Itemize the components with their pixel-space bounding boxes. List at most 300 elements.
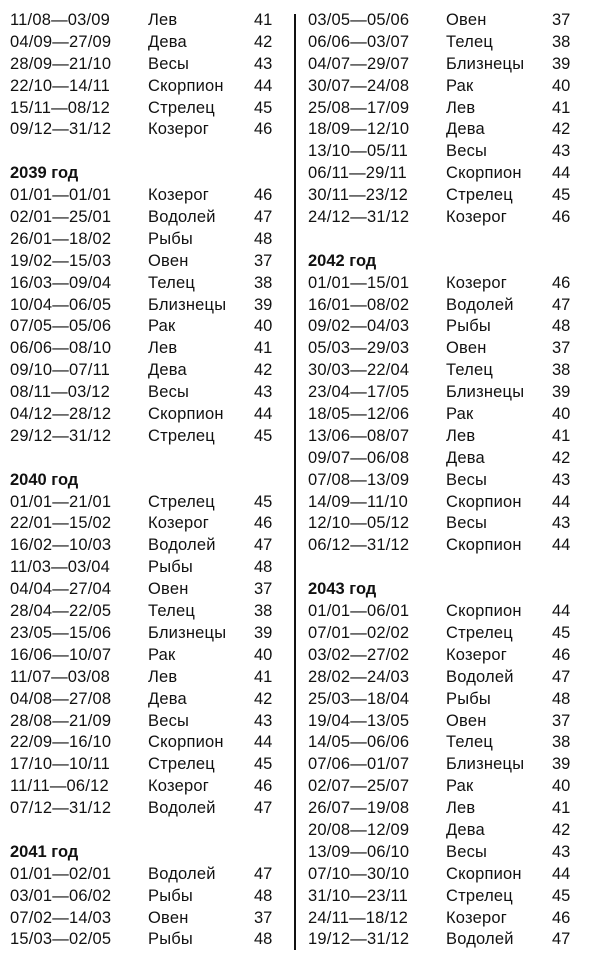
- table-row: [308, 667, 580, 689]
- date-range: 06/11—29/11: [308, 164, 407, 183]
- date-range: 28/08—21/09: [10, 711, 112, 730]
- date-range: 04/12—28/12: [10, 405, 112, 424]
- date-range: 04/08—27/08: [10, 689, 112, 708]
- date-range: 07/10—30/10: [308, 864, 410, 883]
- table-row: [308, 732, 580, 754]
- table-row: [308, 295, 580, 317]
- date-range: 17/10—10/11: [10, 755, 111, 774]
- sign-number: 48: [254, 229, 273, 248]
- sign-number: 38: [254, 602, 273, 621]
- zodiac-sign: Лев: [446, 426, 476, 445]
- table-row: [10, 798, 282, 820]
- zodiac-sign: Весы: [446, 470, 488, 489]
- date-range: 06/06—03/07: [308, 32, 410, 51]
- zodiac-sign: Стрелец: [446, 186, 513, 205]
- table-row: [10, 229, 282, 251]
- table-row: [10, 513, 282, 535]
- sign-number: 46: [254, 514, 273, 533]
- zodiac-sign: Козерог: [148, 120, 209, 139]
- zodiac-sign: Козерог: [148, 186, 209, 205]
- sign-number: 37: [552, 711, 571, 730]
- sign-number: 41: [254, 339, 273, 358]
- zodiac-sign: Телец: [148, 273, 196, 292]
- zodiac-sign: Скорпион: [446, 536, 522, 555]
- table-row: [10, 316, 282, 338]
- table-row: [308, 338, 580, 360]
- table-row: [10, 76, 282, 98]
- zodiac-sign: Рыбы: [446, 689, 491, 708]
- sign-number: 47: [254, 799, 273, 818]
- date-range: 11/07—03/08: [10, 667, 111, 686]
- table-row: [308, 711, 580, 733]
- zodiac-sign: Дева: [148, 32, 187, 51]
- date-range: 14/05—06/06: [308, 733, 410, 752]
- zodiac-sign: Водолей: [148, 208, 216, 227]
- zodiac-sign: Овен: [148, 251, 189, 270]
- table-row: [10, 929, 282, 951]
- zodiac-sign: Водолей: [148, 799, 216, 818]
- table-row: [308, 864, 580, 886]
- sign-number: 47: [552, 295, 571, 314]
- date-range: 19/12—31/12: [308, 930, 410, 949]
- table-row: [10, 601, 282, 623]
- zodiac-sign: Дева: [446, 120, 485, 139]
- table-row: [10, 10, 282, 32]
- date-range: 07/08—13/09: [308, 470, 410, 489]
- zodiac-sign: Стрелец: [148, 755, 215, 774]
- sign-number: 45: [552, 186, 571, 205]
- zodiac-sign: Овен: [148, 908, 189, 927]
- date-range: 11/08—03/09: [10, 11, 111, 29]
- zodiac-sign: Рак: [446, 405, 474, 424]
- table-row: [308, 360, 580, 382]
- date-range: 07/12—31/12: [10, 799, 112, 818]
- sign-number: 40: [552, 777, 571, 796]
- date-range: 15/03—02/05: [10, 930, 112, 949]
- date-range: 09/07—06/08: [308, 448, 410, 467]
- sign-number: 46: [552, 908, 571, 927]
- date-range: 01/01—21/01: [10, 492, 112, 511]
- zodiac-sign: Дева: [446, 448, 485, 467]
- sign-number: 45: [254, 426, 273, 445]
- zodiac-sign: Рак: [148, 317, 176, 336]
- date-range: 24/12—31/12: [308, 208, 410, 227]
- sign-number: 42: [552, 448, 571, 467]
- table-row: [308, 185, 580, 207]
- zodiac-sign: Козерог: [148, 777, 209, 796]
- table-row: [308, 513, 580, 535]
- zodiac-sign: Водолей: [446, 295, 514, 314]
- table-row: [10, 623, 282, 645]
- table-row: [10, 886, 282, 908]
- date-range: 15/11—08/12: [10, 98, 111, 117]
- sign-number: 44: [552, 164, 571, 183]
- table-row: [308, 141, 580, 163]
- zodiac-sign: Водолей: [446, 667, 514, 686]
- table-row: [308, 273, 580, 295]
- zodiac-sign: Овен: [148, 580, 189, 599]
- date-range: 13/10—05/11: [308, 142, 409, 161]
- date-range: 22/09—16/10: [10, 733, 112, 752]
- date-range: 11/03—03/04: [10, 558, 111, 577]
- zodiac-sign: Скорпион: [446, 602, 522, 621]
- date-range: 08/11—03/12: [10, 383, 111, 402]
- date-range: 09/12—31/12: [10, 120, 112, 139]
- year-heading: 2039 год: [10, 164, 79, 183]
- sign-number: 47: [552, 930, 571, 949]
- zodiac-sign: Телец: [446, 361, 494, 380]
- sign-number: 46: [254, 120, 273, 139]
- date-range: 26/01—18/02: [10, 229, 112, 248]
- zodiac-sign: Козерог: [446, 645, 507, 664]
- zodiac-sign: Лев: [148, 11, 178, 29]
- date-range: 22/01—15/02: [10, 514, 112, 533]
- sign-number: 41: [254, 667, 273, 686]
- table-row: [308, 776, 580, 798]
- table-row: [10, 98, 282, 120]
- sign-number: 37: [552, 11, 571, 29]
- sign-number: 45: [552, 886, 571, 905]
- zodiac-sign: Водолей: [148, 536, 216, 555]
- table-row: [308, 163, 580, 185]
- zodiac-sign: Рыбы: [446, 317, 491, 336]
- date-range: 16/03—09/04: [10, 273, 112, 292]
- date-range: 30/11—23/12: [308, 186, 409, 205]
- date-range: 23/04—17/05: [308, 383, 410, 402]
- table-row: [308, 207, 580, 229]
- date-range: 13/09—06/10: [308, 842, 410, 861]
- zodiac-sign: Водолей: [148, 864, 216, 883]
- table-row: [10, 754, 282, 776]
- date-range: 30/03—22/04: [308, 361, 410, 380]
- date-range: 02/07—25/07: [308, 777, 410, 796]
- table-row: [308, 54, 580, 76]
- date-range: 02/01—25/01: [10, 208, 112, 227]
- zodiac-sign: Рак: [148, 645, 176, 664]
- table-row: [308, 645, 580, 667]
- sign-number: 48: [254, 886, 273, 905]
- zodiac-sign: Близнецы: [446, 755, 525, 774]
- sign-number: 45: [552, 623, 571, 642]
- sign-number: 43: [552, 470, 571, 489]
- table-row: [308, 492, 580, 514]
- date-range: 23/05—15/06: [10, 623, 112, 642]
- table-row: [10, 360, 282, 382]
- date-range: 09/02—04/03: [308, 317, 410, 336]
- date-range: 29/12—31/12: [10, 426, 112, 445]
- sign-number: 48: [552, 317, 571, 336]
- sign-number: 43: [552, 142, 571, 161]
- sign-number: 37: [552, 339, 571, 358]
- zodiac-sign: Весы: [446, 842, 488, 861]
- zodiac-sign: Скорпион: [148, 405, 224, 424]
- sign-number: 41: [552, 426, 571, 445]
- zodiac-sign: Телец: [446, 733, 494, 752]
- date-range: 30/07—24/08: [308, 76, 410, 95]
- sign-number: 39: [254, 295, 273, 314]
- sign-number: 43: [254, 54, 273, 73]
- table-row: [308, 689, 580, 711]
- table-row: [10, 711, 282, 733]
- sign-number: 38: [254, 273, 273, 292]
- table-row: [10, 338, 282, 360]
- zodiac-sign: Козерог: [446, 208, 507, 227]
- table-row: [308, 929, 580, 951]
- zodiac-sign: Дева: [148, 361, 187, 380]
- zodiac-sign: Козерог: [148, 514, 209, 533]
- zodiac-sign: Рак: [446, 76, 474, 95]
- sign-number: 42: [254, 32, 273, 51]
- table-row: [10, 579, 282, 601]
- table-row: [308, 798, 580, 820]
- sign-number: 43: [254, 383, 273, 402]
- date-range: 26/07—19/08: [308, 799, 410, 818]
- sign-number: 42: [552, 120, 571, 139]
- table-row: [308, 76, 580, 98]
- sign-number: 43: [254, 711, 273, 730]
- table-row: [10, 645, 282, 667]
- zodiac-sign: Водолей: [446, 930, 514, 949]
- table-row: [308, 535, 580, 557]
- sign-number: 43: [552, 514, 571, 533]
- zodiac-sign: Овен: [446, 11, 487, 29]
- date-range: 06/06—08/10: [10, 339, 112, 358]
- sign-number: 43: [552, 842, 571, 861]
- table-row: [308, 98, 580, 120]
- table-row: [308, 32, 580, 54]
- zodiac-sign: Скорпион: [446, 492, 522, 511]
- zodiac-sign: Козерог: [446, 273, 507, 292]
- table-row: [308, 426, 580, 448]
- table-row: [10, 908, 282, 930]
- date-range: 10/04—06/05: [10, 295, 112, 314]
- zodiac-sign: Весы: [148, 54, 190, 73]
- column-divider: [294, 14, 296, 950]
- date-range: 28/09—21/10: [10, 54, 112, 73]
- zodiac-sign: Весы: [446, 514, 488, 533]
- zodiac-sign: Телец: [446, 32, 494, 51]
- table-row: [10, 273, 282, 295]
- sign-number: 48: [254, 930, 273, 949]
- date-range: 25/08—17/09: [308, 98, 410, 117]
- zodiac-sign: Рыбы: [148, 886, 193, 905]
- date-range: 07/02—14/03: [10, 908, 112, 927]
- date-range: 03/02—27/02: [308, 645, 410, 664]
- date-range: 05/03—29/03: [308, 339, 410, 358]
- date-range: 14/09—11/10: [308, 492, 409, 511]
- sign-number: 44: [552, 536, 571, 555]
- sign-number: 40: [552, 405, 571, 424]
- table-row: [10, 382, 282, 404]
- sign-number: 47: [254, 864, 273, 883]
- date-range: 07/06—01/07: [308, 755, 410, 774]
- table-row: [308, 623, 580, 645]
- date-range: 16/02—10/03: [10, 536, 112, 555]
- table-row: [10, 251, 282, 273]
- sign-number: 45: [254, 492, 273, 511]
- zodiac-sign: Телец: [148, 602, 196, 621]
- date-range: 04/07—29/07: [308, 54, 410, 73]
- date-range: 16/01—08/02: [308, 295, 410, 314]
- zodiac-sign: Рак: [446, 777, 474, 796]
- table-row: [10, 667, 282, 689]
- zodiac-sign: Стрелец: [148, 426, 215, 445]
- zodiac-sign: Дева: [446, 820, 485, 839]
- date-range: 18/09—12/10: [308, 120, 410, 139]
- table-row: [308, 754, 580, 776]
- sign-number: 37: [254, 580, 273, 599]
- table-row: [308, 470, 580, 492]
- date-range: 28/02—24/03: [308, 667, 410, 686]
- table-row: [308, 842, 580, 864]
- sign-number: 42: [552, 820, 571, 839]
- table-row: [10, 776, 282, 798]
- sign-number: 37: [254, 251, 273, 270]
- sign-number: 44: [254, 733, 273, 752]
- table-row: [10, 492, 282, 514]
- table-row: [308, 908, 580, 930]
- table-row: [308, 404, 580, 426]
- sign-number: 46: [254, 777, 273, 796]
- zodiac-sign: Лев: [446, 98, 476, 117]
- date-range: 01/01—01/01: [10, 186, 112, 205]
- sign-number: 46: [552, 208, 571, 227]
- sign-number: 44: [552, 864, 571, 883]
- date-range: 01/01—15/01: [308, 273, 410, 292]
- zodiac-sign: Стрелец: [148, 492, 215, 511]
- sign-number: 41: [552, 799, 571, 818]
- sign-number: 48: [552, 689, 571, 708]
- zodiac-sign: Лев: [148, 667, 178, 686]
- date-range: 28/04—22/05: [10, 602, 112, 621]
- sign-number: 42: [254, 689, 273, 708]
- sign-number: 45: [254, 98, 273, 117]
- left-column: [10, 10, 282, 951]
- sign-number: 39: [552, 755, 571, 774]
- zodiac-sign: Весы: [446, 142, 488, 161]
- date-range: 04/09—27/09: [10, 32, 112, 51]
- zodiac-sign: Овен: [446, 711, 487, 730]
- year-heading: 2040 год: [10, 470, 79, 489]
- date-range: 24/11—18/12: [308, 908, 409, 927]
- sign-number: 46: [552, 645, 571, 664]
- sign-number: 44: [552, 602, 571, 621]
- zodiac-sign: Рыбы: [148, 558, 193, 577]
- table-row: [308, 820, 580, 842]
- sign-number: 47: [254, 208, 273, 227]
- sign-number: 47: [254, 536, 273, 555]
- sign-number: 48: [254, 558, 273, 577]
- sign-number: 41: [552, 98, 571, 117]
- date-range: 12/10—05/12: [308, 514, 410, 533]
- zodiac-sign: Близнецы: [148, 295, 227, 314]
- sign-number: 38: [552, 32, 571, 51]
- zodiac-sign: Стрелец: [148, 98, 215, 117]
- sign-number: 46: [254, 186, 273, 205]
- date-range: 25/03—18/04: [308, 689, 410, 708]
- sign-number: 45: [254, 755, 273, 774]
- sign-number: 47: [552, 667, 571, 686]
- right-column: [308, 10, 580, 951]
- table-row: [10, 535, 282, 557]
- zodiac-sign: Близнецы: [446, 54, 525, 73]
- zodiac-sign: Рыбы: [148, 930, 193, 949]
- date-range: 04/04—27/04: [10, 580, 112, 599]
- table-row: [10, 689, 282, 711]
- table-row: [10, 732, 282, 754]
- table-row: [10, 54, 282, 76]
- table-row: [10, 207, 282, 229]
- date-range: 03/01—06/02: [10, 886, 112, 905]
- table-row: [308, 316, 580, 338]
- table-row: [10, 119, 282, 141]
- zodiac-sign: Стрелец: [446, 623, 513, 642]
- date-range: 13/06—08/07: [308, 426, 410, 445]
- date-range: 07/05—05/06: [10, 317, 112, 336]
- zodiac-sign: Лев: [446, 799, 476, 818]
- zodiac-sign: Козерог: [446, 908, 507, 927]
- date-range: 03/05—05/06: [308, 11, 410, 29]
- date-range: 11/11—06/12: [10, 777, 109, 796]
- sign-number: 46: [552, 273, 571, 292]
- table-row: [10, 557, 282, 579]
- zodiac-sign: Скорпион: [148, 733, 224, 752]
- table-row: [10, 32, 282, 54]
- date-range: 06/12—31/12: [308, 536, 410, 555]
- sign-number: 39: [552, 54, 571, 73]
- zodiac-sign: Весы: [148, 711, 190, 730]
- table-row: [10, 864, 282, 886]
- zodiac-sign: Скорпион: [148, 76, 224, 95]
- zodiac-sign: Весы: [148, 383, 190, 402]
- date-range: 01/01—02/01: [10, 864, 112, 883]
- date-range: 20/08—12/09: [308, 820, 410, 839]
- year-heading: 2041 год: [10, 842, 79, 861]
- table-row: [10, 185, 282, 207]
- sign-number: 42: [254, 361, 273, 380]
- table-row: [10, 295, 282, 317]
- year-heading: 2043 год: [308, 580, 377, 599]
- date-range: 31/10—23/11: [308, 886, 409, 905]
- year-heading: 2042 год: [308, 251, 377, 270]
- date-range: 07/01—02/02: [308, 623, 410, 642]
- sign-number: 38: [552, 361, 571, 380]
- sign-number: 44: [254, 405, 273, 424]
- zodiac-sign: Близнецы: [446, 383, 525, 402]
- date-range: 19/02—15/03: [10, 251, 112, 270]
- sign-number: 41: [254, 11, 273, 29]
- zodiac-sign: Лев: [148, 339, 178, 358]
- table-row: [308, 382, 580, 404]
- zodiac-sign: Овен: [446, 339, 487, 358]
- zodiac-sign: Рыбы: [148, 229, 193, 248]
- sign-number: 40: [254, 645, 273, 664]
- table-row: [308, 119, 580, 141]
- sign-number: 40: [254, 317, 273, 336]
- date-range: 16/06—10/07: [10, 645, 112, 664]
- zodiac-sign: Дева: [148, 689, 187, 708]
- table-row: [308, 448, 580, 470]
- sign-number: 39: [552, 383, 571, 402]
- sign-number: 44: [552, 492, 571, 511]
- date-range: 01/01—06/01: [308, 602, 410, 621]
- table-row: [10, 426, 282, 448]
- sign-number: 44: [254, 76, 273, 95]
- sign-number: 38: [552, 733, 571, 752]
- zodiac-sign: Близнецы: [148, 623, 227, 642]
- zodiac-sign: Скорпион: [446, 864, 522, 883]
- zodiac-sign: Стрелец: [446, 886, 513, 905]
